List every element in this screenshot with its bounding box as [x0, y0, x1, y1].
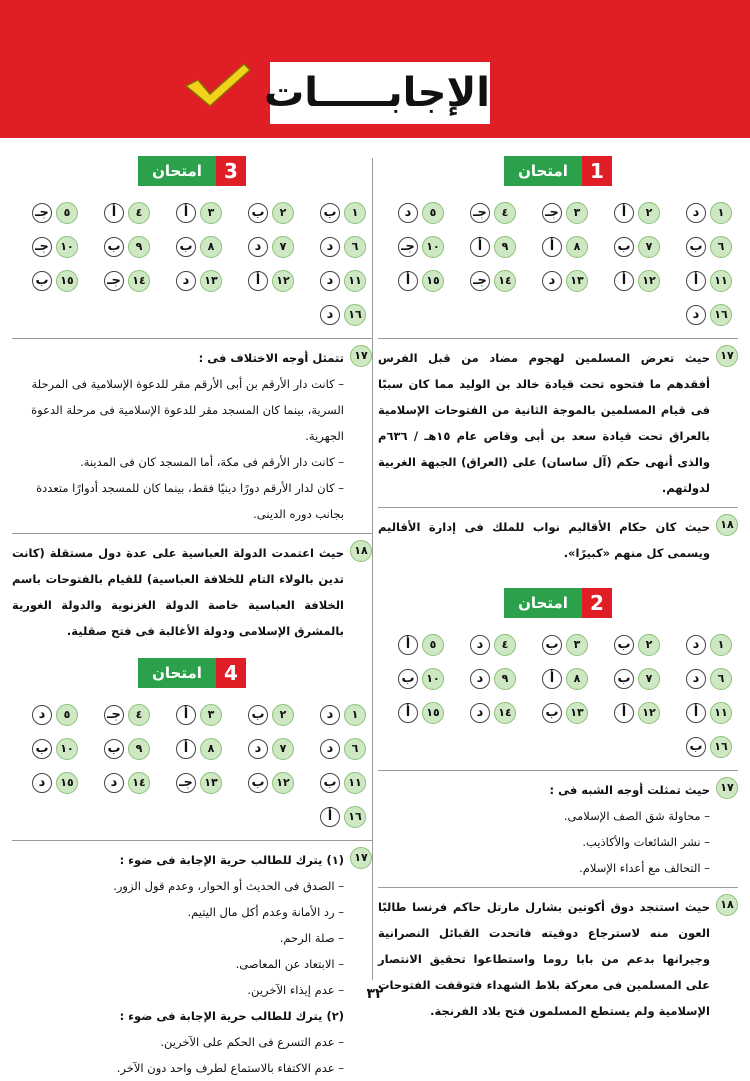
bullet-list — [12, 1029, 372, 1081]
answer-letter: د — [32, 705, 52, 725]
answer-number: ٧ — [272, 236, 294, 258]
answer-number: ٥ — [56, 202, 78, 224]
answer-item — [228, 698, 300, 732]
answer-number: ١٣ — [566, 702, 588, 724]
page-number: ٣٢ — [366, 986, 384, 1002]
answer-number: ١٤ — [494, 702, 516, 724]
answer-item — [156, 732, 228, 766]
answer-letter: أ — [398, 271, 418, 291]
answer-number: ١١ — [710, 702, 732, 724]
answer-item — [450, 196, 522, 230]
answer-letter: ب — [248, 203, 268, 223]
bullet-item: – الابتعاد عن المعاصى. — [235, 957, 344, 971]
exam-number: 4 — [216, 658, 246, 688]
bullet-item: – نشر الشائعات والأكاذيب. — [582, 835, 710, 849]
answer-item — [594, 696, 666, 730]
exam-2-answers — [378, 628, 738, 764]
answer-item — [12, 766, 84, 800]
answer-item — [522, 662, 594, 696]
answer-number: ٦ — [710, 236, 732, 258]
exam-number: 2 — [582, 588, 612, 618]
answer-number: ١٠ — [56, 236, 78, 258]
bullet-item: – الصدق فى الحديث أو الحوار، وعدم قول الزور. — [113, 879, 344, 893]
answer-letter: د — [104, 773, 124, 793]
answer-letter: ب — [176, 237, 196, 257]
answer-item — [84, 196, 156, 230]
answer-item — [450, 264, 522, 298]
answer-number: ٧ — [638, 668, 660, 690]
bullet-list — [12, 371, 372, 527]
answer-letter: أ — [686, 271, 706, 291]
answer-letter: أ — [398, 703, 418, 723]
answer-item — [300, 800, 372, 834]
answer-item — [12, 698, 84, 732]
answer-item — [666, 696, 738, 730]
answer-number: ١١ — [344, 270, 366, 292]
question-number: ١٨ — [716, 514, 738, 536]
answer-item — [12, 230, 84, 264]
question-17 — [12, 847, 372, 873]
question-number: ١٧ — [716, 345, 738, 367]
answer-number: ٨ — [566, 668, 588, 690]
answer-number: ٩ — [128, 236, 150, 258]
exam-1-header — [378, 156, 738, 188]
answer-letter: أ — [542, 237, 562, 257]
answer-letter: د — [686, 203, 706, 223]
answer-item — [300, 264, 372, 298]
exam-label: امتحان — [504, 156, 582, 186]
answer-item — [300, 298, 372, 332]
answer-number: ١٦ — [710, 736, 732, 758]
answer-item — [378, 196, 450, 230]
answer-letter: ب — [248, 773, 268, 793]
answer-number: ٤ — [128, 704, 150, 726]
answer-letter: ب — [32, 271, 52, 291]
answer-letter: ب — [542, 635, 562, 655]
checkmark-icon — [182, 60, 252, 110]
answer-item — [522, 264, 594, 298]
question-number: ١٧ — [350, 847, 372, 869]
answer-number: ٨ — [200, 738, 222, 760]
answer-item — [450, 230, 522, 264]
answer-letter: أ — [320, 807, 340, 827]
answer-letter: د — [320, 271, 340, 291]
answer-item — [378, 264, 450, 298]
question-subtitle: (١) يترك للطالب حرية الإجابة فى ضوء : — [119, 853, 344, 867]
answer-letter: جـ — [542, 203, 562, 223]
question-number: ١٧ — [716, 777, 738, 799]
answer-number: ٥ — [56, 704, 78, 726]
answer-letter: أ — [614, 703, 634, 723]
exam-label: امتحان — [504, 588, 582, 618]
answer-number: ١١ — [710, 270, 732, 292]
answer-item — [666, 298, 738, 332]
answer-number: ١٣ — [566, 270, 588, 292]
answer-number: ٢ — [272, 704, 294, 726]
answer-item — [12, 264, 84, 298]
exam-1-answers — [378, 196, 738, 332]
answer-item — [594, 196, 666, 230]
answer-letter: ب — [614, 669, 634, 689]
answer-item — [156, 766, 228, 800]
answer-letter: أ — [398, 635, 418, 655]
answer-number: ٣ — [200, 704, 222, 726]
answer-letter: د — [248, 739, 268, 759]
answer-item — [84, 732, 156, 766]
question-text: حيث استنجد دوق أكوتين بشارل مارتل حاكم فرنسا طالبًا العون منه لاسترجاع دوقيته فاتحدت القبائل النصرانية وجيرانها بدعم من بابا روما واستطاعوا تحقيق الانتصار على المسلمين فى معركة بلاط الشهداء فتوقفت الفتوحات الإسلامية ولم يستطع المسلمون فتح بلاد الفرنجة. — [378, 900, 710, 1018]
answer-letter: أ — [686, 703, 706, 723]
answer-letter: د — [320, 739, 340, 759]
answer-item — [300, 766, 372, 800]
answer-item — [666, 730, 738, 764]
answer-letter: جـ — [470, 271, 490, 291]
answer-number: ١٥ — [422, 702, 444, 724]
bullet-item: – صلة الرحم. — [279, 931, 344, 945]
answer-number: ١٠ — [422, 668, 444, 690]
question-subtitle: (٢) يترك للطالب حرية الإجابة فى ضوء : — [119, 1009, 344, 1023]
exam-4-header — [12, 658, 372, 690]
answer-letter: جـ — [398, 237, 418, 257]
answer-letter: د — [32, 773, 52, 793]
answer-number: ٥ — [422, 634, 444, 656]
question-number: ١٨ — [350, 540, 372, 562]
answer-number: ١ — [344, 704, 366, 726]
exam-label: امتحان — [138, 658, 216, 688]
answer-number: ١ — [710, 202, 732, 224]
answer-letter: أ — [176, 705, 196, 725]
exam-number: 3 — [216, 156, 246, 186]
answer-number: ٣ — [200, 202, 222, 224]
answer-item — [300, 196, 372, 230]
answer-number: ١ — [344, 202, 366, 224]
answer-number: ١٥ — [56, 270, 78, 292]
answer-letter: جـ — [32, 203, 52, 223]
answer-item — [378, 628, 450, 662]
answer-number: ٣ — [566, 202, 588, 224]
answer-letter: د — [686, 669, 706, 689]
answer-item — [450, 628, 522, 662]
answer-letter: د — [320, 237, 340, 257]
answer-item — [378, 230, 450, 264]
answer-item — [450, 696, 522, 730]
answer-letter: د — [320, 705, 340, 725]
answer-item — [228, 766, 300, 800]
answer-item — [300, 698, 372, 732]
answer-number: ١٤ — [128, 270, 150, 292]
answer-number: ٦ — [344, 738, 366, 760]
question-number: ١٨ — [716, 894, 738, 916]
question-17 — [12, 345, 372, 371]
answer-item — [594, 662, 666, 696]
answer-letter: د — [320, 305, 340, 325]
answer-number: ١٣ — [200, 270, 222, 292]
question-17 — [378, 777, 738, 803]
answer-letter: جـ — [104, 271, 124, 291]
answer-number: ٦ — [344, 236, 366, 258]
answer-number: ١٣ — [200, 772, 222, 794]
answer-item — [666, 264, 738, 298]
exam-label: امتحان — [138, 156, 216, 186]
answer-letter: ب — [104, 237, 124, 257]
answer-item — [666, 196, 738, 230]
answer-item — [156, 230, 228, 264]
answer-letter: د — [470, 669, 490, 689]
answer-item — [666, 628, 738, 662]
answer-number: ١٢ — [638, 270, 660, 292]
answer-number: ١٥ — [422, 270, 444, 292]
answer-letter: ب — [614, 237, 634, 257]
answer-letter: ب — [614, 635, 634, 655]
answer-number: ٢ — [638, 202, 660, 224]
answer-letter: أ — [104, 203, 124, 223]
answer-item — [450, 662, 522, 696]
bullet-item: – كانت دار الأرقم فى مكة، أما المسجد كان فى المدينة. — [80, 455, 344, 469]
answer-letter: د — [686, 635, 706, 655]
answer-number: ٦ — [710, 668, 732, 690]
bullet-item: – كانت دار الأرقم بن أبى الأرقم مقر للدعوة الإسلامية فى المرحلة السرية، بينما كان المسجد مقر للدعوة الإسلامية فى مرحلة الدعوة الجهرية. — [31, 377, 344, 443]
answer-letter: أ — [542, 669, 562, 689]
bullet-item: – رد الأمانة وعدم أكل مال اليتيم. — [187, 905, 344, 919]
question-number: ١٧ — [350, 345, 372, 367]
question-18 — [378, 894, 738, 1024]
answer-number: ١ — [710, 634, 732, 656]
question-text: حيث تعرض المسلمين لهجوم مضاد من قبل الفرس أفقدهم ما فتحوه تحت قيادة خالد بن الوليد مما كان سببًا فى قيام المسلمين بالموجة الثانية من الفتوحات الإسلامية بالعراق تحت قيادة سعد بن أبى وقاص عام ١٥هـ / ٦٣٦م والذى أنهى حكم (آل ساسان) على (العراق) الجبهة الغربية لدولتهم. — [378, 351, 710, 495]
answer-item — [228, 264, 300, 298]
answer-letter: أ — [248, 271, 268, 291]
answer-letter: د — [686, 305, 706, 325]
exam-3-answers — [12, 196, 372, 332]
question-17 — [378, 345, 738, 501]
answer-number: ٥ — [422, 202, 444, 224]
answer-number: ١٢ — [638, 702, 660, 724]
answer-letter: أ — [176, 203, 196, 223]
divider-line — [12, 338, 372, 339]
answer-number: ٩ — [494, 668, 516, 690]
answer-letter: ب — [248, 705, 268, 725]
question-text: حيث كان حكام الأقاليم نواب للملك فى إدارة الأقاليم ويسمى كل منهم «كبيرًا». — [378, 520, 710, 560]
answer-item — [666, 662, 738, 696]
answer-item — [12, 732, 84, 766]
answer-letter: جـ — [32, 237, 52, 257]
divider-line — [378, 338, 738, 339]
answer-number: ٨ — [566, 236, 588, 258]
answer-item — [84, 230, 156, 264]
answer-item — [522, 230, 594, 264]
answer-letter: د — [398, 203, 418, 223]
answer-item — [594, 264, 666, 298]
exam-3-header — [12, 156, 372, 188]
answer-item — [522, 696, 594, 730]
answer-number: ١١ — [344, 772, 366, 794]
answer-item — [156, 196, 228, 230]
left-column — [12, 150, 372, 1081]
answer-number: ١٤ — [494, 270, 516, 292]
answer-number: ١٦ — [344, 304, 366, 326]
answer-number: ٢ — [638, 634, 660, 656]
answer-letter: ب — [104, 739, 124, 759]
answer-letter: جـ — [470, 203, 490, 223]
answer-item — [666, 230, 738, 264]
answer-item — [12, 196, 84, 230]
answer-letter: أ — [176, 739, 196, 759]
divider-line — [378, 770, 738, 771]
answer-number: ١٠ — [56, 738, 78, 760]
answer-letter: ب — [686, 237, 706, 257]
divider-line — [378, 887, 738, 888]
answer-item — [84, 264, 156, 298]
answer-letter: ب — [320, 773, 340, 793]
answer-item — [228, 732, 300, 766]
answer-number: ٢ — [272, 202, 294, 224]
answer-letter: أ — [470, 237, 490, 257]
answer-letter: أ — [614, 271, 634, 291]
divider-line — [12, 533, 372, 534]
exam-number: 1 — [582, 156, 612, 186]
question-18 — [378, 514, 738, 566]
answer-number: ٧ — [638, 236, 660, 258]
answer-item — [378, 662, 450, 696]
bullet-item: – عدم الاكتفاء بالاستماع لطرف واحد دون الآخر. — [116, 1061, 344, 1075]
answer-item — [522, 628, 594, 662]
bullet-list — [12, 873, 372, 1003]
answer-number: ١٦ — [710, 304, 732, 326]
answer-number: ٤ — [494, 634, 516, 656]
page-title: الإجابـــــات — [270, 62, 490, 124]
right-column — [378, 150, 738, 1024]
answer-number: ١٢ — [272, 270, 294, 292]
answer-letter: د — [470, 703, 490, 723]
answer-number: ١٦ — [344, 806, 366, 828]
answer-item — [84, 698, 156, 732]
answer-number: ٩ — [494, 236, 516, 258]
answer-number: ٤ — [494, 202, 516, 224]
answer-item — [156, 698, 228, 732]
answer-number: ٨ — [200, 236, 222, 258]
answer-item — [156, 264, 228, 298]
bullet-item: – محاولة شق الصف الإسلامى. — [563, 809, 710, 823]
answer-number: ١٠ — [422, 236, 444, 258]
answer-letter: ب — [32, 739, 52, 759]
question-18 — [12, 540, 372, 644]
answer-letter: د — [176, 271, 196, 291]
answer-letter: د — [470, 635, 490, 655]
answer-letter: د — [542, 271, 562, 291]
bullet-item: – عدم إيذاء الآخرين. — [247, 983, 344, 997]
answer-item — [522, 196, 594, 230]
question-title: تتمثل أوجه الاختلاف فى : — [198, 351, 344, 365]
answer-number: ١٢ — [272, 772, 294, 794]
bullet-item: – عدم التسرع فى الحكم على الآخرين. — [160, 1035, 344, 1049]
answer-item — [84, 766, 156, 800]
answer-item — [378, 696, 450, 730]
question-title: حيث تمثلت أوجه الشبه فى : — [549, 783, 710, 797]
answer-item — [594, 230, 666, 264]
question-text: حيث اعتمدت الدولة العباسية على عدة دول مستقلة (كانت تدين بالولاء التام للخلافة العباسية) للقيام بالفتوحات باسم الخلافة العباسية خاصة الدولة الغزنوية والدولة الغورية بالمشرق الإسلامى ودولة الأغالبة فى فتح صقلية. — [12, 546, 344, 638]
answer-item — [594, 628, 666, 662]
bullet-list — [378, 803, 738, 881]
exam-4-answers — [12, 698, 372, 834]
answer-number: ١٤ — [128, 772, 150, 794]
answer-item — [300, 732, 372, 766]
answer-number: ٩ — [128, 738, 150, 760]
answer-letter: جـ — [176, 773, 196, 793]
answer-letter: ب — [686, 737, 706, 757]
answer-item — [228, 196, 300, 230]
answer-number: ١٥ — [56, 772, 78, 794]
bullet-item: – التحالف مع أعداء الإسلام. — [579, 861, 710, 875]
answer-item — [228, 230, 300, 264]
exam-2-header — [378, 588, 738, 620]
answer-item — [300, 230, 372, 264]
answer-letter: ب — [542, 703, 562, 723]
header-banner — [0, 0, 750, 138]
answer-letter: ب — [398, 669, 418, 689]
answer-letter: د — [248, 237, 268, 257]
answer-letter: ب — [320, 203, 340, 223]
answer-number: ٤ — [128, 202, 150, 224]
divider-line — [378, 507, 738, 508]
answer-letter: جـ — [104, 705, 124, 725]
bullet-item: – كان لدار الأرقم دورًا دينيًا فقط، بينما كان للمسجد أدوارًا متعددة بجانب دوره الدينى. — [36, 481, 344, 521]
column-divider — [372, 158, 373, 980]
divider-line — [12, 840, 372, 841]
answer-number: ٧ — [272, 738, 294, 760]
answer-number: ٣ — [566, 634, 588, 656]
answer-letter: أ — [614, 203, 634, 223]
